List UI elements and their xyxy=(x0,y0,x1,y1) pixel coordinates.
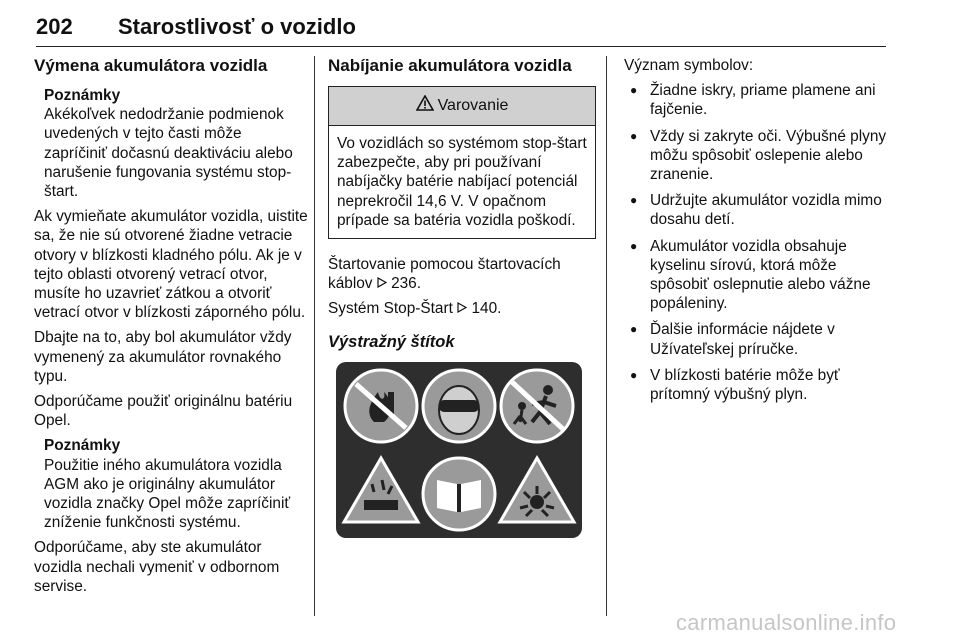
warning-title: Varovanie xyxy=(437,97,509,115)
warning-box xyxy=(328,86,596,239)
note-text: Akékoľvek nedodržanie podmienok uvedených v tejto časti môže zapríčiniť dočasnú deaktiváciu alebo narušenie fungovania systému stop-štart. xyxy=(44,106,293,201)
warning-label-image xyxy=(336,362,582,538)
list-intro: Význam symbolov: xyxy=(624,57,754,74)
section-heading: Nabíjanie akumulátora vozidla xyxy=(328,56,572,75)
cross-reference xyxy=(328,299,596,318)
warning-triangle-icon xyxy=(416,95,434,116)
note-title: Poznámky xyxy=(44,437,121,455)
paragraph: Ak vymieňate akumulátor vozidla, uistite sa, že nie sú otvorené žiadne vetracie otvory v blízkosti kladného pólu. Ak je v tejto oblasti otvorený vetrací otvor, musíte ho uzavrieť zátkou a otvoriť vetrací otvor v blízkosti záporného pólu. xyxy=(34,208,308,322)
column-battery-charging xyxy=(328,56,596,538)
watermark: carmanualsonline.info xyxy=(676,610,897,635)
paragraph: Odporúčame, aby ste akumulátor vozidla nechali vymeniť v odbornom servise. xyxy=(34,539,280,595)
warning-header xyxy=(329,87,595,126)
reference-page: 236. xyxy=(391,275,422,293)
list-item: ● Žiadne iskry, priame plamene ani fajčenie. xyxy=(624,81,892,119)
paragraph: Dbajte na to, aby bol akumulátor vždy vymenený za akumulátor rovnakého typu. xyxy=(34,329,292,385)
list-item: ● Ďalšie informácie nájdete v Užívateľskej príručke. xyxy=(624,320,892,358)
keep-children-away-icon xyxy=(501,370,573,442)
reference-text: Systém Stop-Štart xyxy=(328,300,453,318)
list-item: ● V blízkosti batérie môže byť prítomný výbušný plyn. xyxy=(624,366,892,404)
acid-hazard-icon xyxy=(344,458,418,522)
warning-text: Vo vozidlách so systémom stop-štart zabezpečte, aby pri používaní nabíjačky batérie nabíjací potenciál neprekročil 14,6 V. V opačnom prípade sa batéria vozidla poškodí. xyxy=(337,135,587,229)
note-block xyxy=(44,86,308,201)
note-title: Poznámky xyxy=(44,87,121,104)
column-symbol-meanings xyxy=(624,56,892,411)
page-ref-arrow-icon xyxy=(457,300,467,317)
no-flame-icon xyxy=(345,370,417,442)
read-manual-icon xyxy=(423,458,495,530)
column-divider xyxy=(606,56,607,616)
page-ref-arrow-icon xyxy=(377,275,387,292)
symbol-list xyxy=(624,81,892,404)
chapter-title: Starostlivosť o vozidlo xyxy=(118,14,356,39)
list-item: ● Vždy si zakryte oči. Výbušné plyny môžu spôsobiť oslepenie alebo zranenie. xyxy=(624,127,892,185)
reference-page: 140. xyxy=(471,300,502,318)
column-battery-replacement xyxy=(34,56,308,602)
eye-protection-icon xyxy=(423,370,495,442)
paragraph: Odporúčame použiť originálnu batériu Opel. xyxy=(34,393,293,430)
list-item: ● Udržujte akumulátor vozidla mimo dosahu detí. xyxy=(624,191,892,229)
column-divider xyxy=(314,56,315,616)
explosive-gas-icon xyxy=(500,458,574,522)
page-number: 202 xyxy=(36,14,73,39)
subsection-heading: Výstražný štítok xyxy=(328,332,455,351)
section-heading: Výmena akumulátora vozidla xyxy=(34,56,268,75)
list-item: ● Akumulátor vozidla obsahuje kyselinu sírovú, ktorá môže spôsobiť oslepnutie alebo vážne popáleniny. xyxy=(624,237,892,314)
note-block xyxy=(44,436,308,532)
reference-text: Štartovanie pomocou štartovacích káblov xyxy=(328,256,561,293)
cross-reference xyxy=(328,255,596,293)
page-header xyxy=(36,6,886,47)
note-text: Použitie iného akumulátora vozidla AGM ako je originálny akumulátor vozidla značky Opel môže zapríčiniť zníženie funkčnosti systému. xyxy=(44,456,291,532)
